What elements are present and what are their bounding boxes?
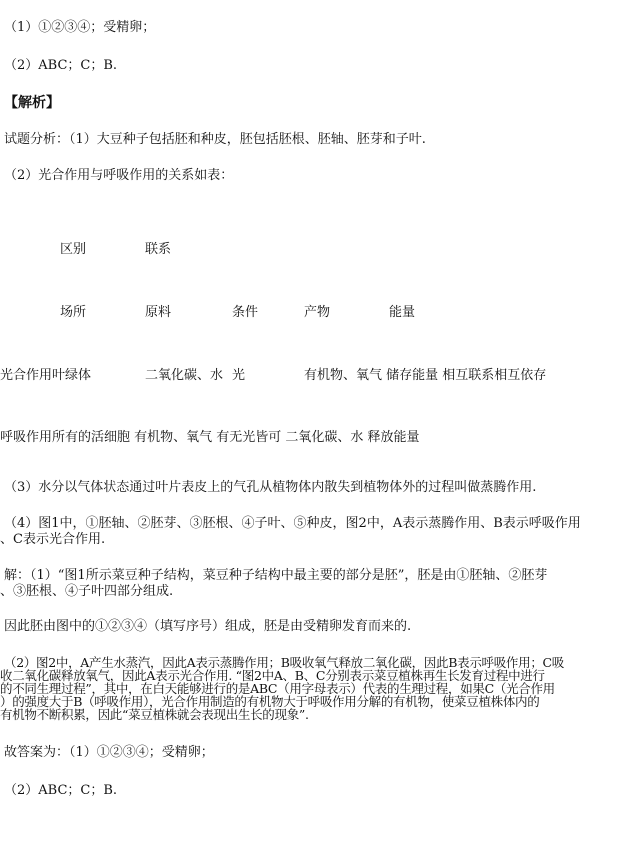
table-photosynthesis-materials: 二氧化碳、水 (145, 368, 224, 383)
table-photosynthesis-name: 光合作用叶绿体 (0, 368, 92, 383)
solution-line-1: 解：（1）“图1所示菜豆种子结构，菜豆种子结构中最主要的部分是胚”，胚是由①胚轴、②胚芽 (4, 568, 548, 583)
table-header-difference: 区别 (60, 242, 87, 257)
answer-part-1: （1）①②③④；受精卵； (4, 20, 156, 35)
analysis-part-3: （3）水分以气体状态通过叶片表皮上的气孔从植物体内散失到植物体外的过程叫做蒸腾作用. (4, 480, 537, 495)
table-photosynthesis-products: 有机物、氧气 储存能量 相互联系相互依存 (304, 368, 547, 383)
table-header-condition: 条件 (232, 305, 259, 320)
solution-part-2-line-2: 收二氧化碳释放氧气，因此A表示光合作用. “图2中A、B、C分别表示菜豆植株再生长发育过程中进行 (0, 668, 545, 683)
analysis-part-4-line-1: （4）图1中，①胚轴、②胚芽、③胚根、④子叶、⑤种皮，图2中，A表示蒸腾作用、B表示呼吸作用 (4, 516, 581, 531)
table-header-products: 产物 (304, 305, 331, 320)
analysis-line-2: （2）光合作用与呼吸作用的关系如表： (4, 168, 234, 183)
table-header-materials: 原料 (145, 305, 172, 320)
final-answer-line-2: （2）ABC；C；B. (4, 783, 118, 798)
solution-part-2-line-3: 的不同生理过程”，其中，在白天能够进行的是ABC（用字母表示）代表的生理过程，如果C（光合作用 (0, 681, 555, 696)
table-photosynthesis-condition: 光 (232, 368, 246, 383)
final-answer-line-1: 故答案为：（1）①②③④；受精卵； (4, 745, 214, 760)
analysis-line-1: 试题分析：（1）大豆种子包括胚和种皮，胚包括胚根、胚轴、胚芽和子叶. (4, 132, 426, 147)
table-respiration-row: 呼吸作用所有的活细胞 有机物、氧气 有无光皆可 二氧化碳、水 释放能量 (0, 430, 420, 445)
solution-part-2-line-1: （2）图2中，A产生水蒸汽，因此A表示蒸腾作用；B吸收氧气释放二氧化碳，因此B表示呼吸作用；C吸 (4, 655, 564, 670)
solution-part-2-line-5: 有机物不断积累，因此“菜豆植株就会表现出生长的现象”. (0, 707, 309, 722)
analysis-part-4-line-2: 、C表示光合作用. (0, 532, 106, 547)
answer-part-2: （2）ABC；C；B. (4, 58, 118, 73)
solution-line-2: 、③胚根、④子叶四部分组成. (0, 584, 174, 599)
solution-line-3: 因此胚由图中的①②③④（填写序号）组成，胚是由受精卵发育而来的. (4, 619, 412, 634)
table-header-place: 场所 (60, 305, 87, 320)
table-header-energy: 能量 (389, 305, 416, 320)
analysis-heading: 【解析】 (4, 95, 60, 111)
table-header-connection: 联系 (145, 242, 172, 257)
solution-part-2-line-4: ）的强度大于B（呼吸作用），光合作用制造的有机物大于呼吸作用分解的有机物，使菜豆植株体内的 (0, 694, 540, 709)
